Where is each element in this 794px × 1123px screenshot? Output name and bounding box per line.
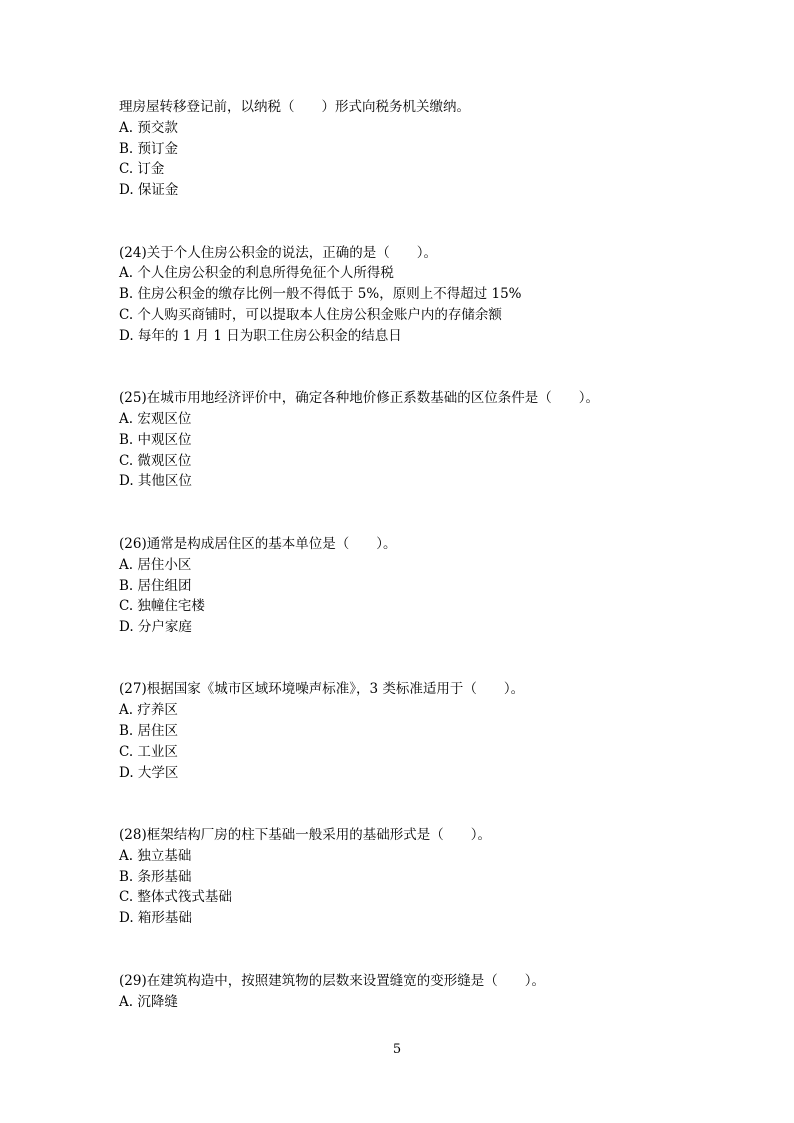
option-d: D. 每年的 1 月 1 日为职工住房公积金的结息日 xyxy=(119,328,402,344)
option-b: B. 住房公积金的缴存比例一般不得低于 5%，原则上不得超过 15% xyxy=(119,286,522,302)
option-b: B. 预订金 xyxy=(119,141,179,157)
question-stem: (25)在城市用地经济评价中，确定各种地价修正系数基础的区位条件是（ ）。 xyxy=(119,390,599,406)
option-b: B. 居住组团 xyxy=(119,578,192,594)
option-a: A. 沉降缝 xyxy=(119,994,178,1010)
option-c: C. 微观区位 xyxy=(119,453,192,469)
option-a: A. 预交款 xyxy=(119,120,178,136)
option-d: D. 分户家庭 xyxy=(119,619,192,635)
option-c: C. 订金 xyxy=(119,161,165,177)
question-stem: (28)框架结构厂房的柱下基础一般采用的基础形式是（ ）。 xyxy=(119,827,491,843)
option-a: A. 疗养区 xyxy=(119,702,178,718)
option-b: B. 中观区位 xyxy=(119,432,192,448)
question-stem: (27)根据国家《城市区域环境噪声标准》，3 类标准适用于（ ）。 xyxy=(119,681,525,697)
option-a: A. 居住小区 xyxy=(119,557,192,573)
page-number: 5 xyxy=(392,1042,402,1057)
question-stem: (26)通常是构成居住区的基本单位是（ ）。 xyxy=(119,536,397,552)
option-b: B. 条形基础 xyxy=(119,869,192,885)
option-a: A. 个人住房公积金的利息所得免征个人所得税 xyxy=(119,265,394,281)
question-stem: 理房屋转移登记前，以纳税（ ）形式向税务机关缴纳。 xyxy=(119,99,470,115)
option-c: C. 独幢住宅楼 xyxy=(119,598,205,614)
option-d: D. 其他区位 xyxy=(119,473,192,489)
question-stem: (29)在建筑构造中，按照建筑物的层数来设置缝宽的变形缝是（ ）。 xyxy=(119,973,545,989)
option-d: D. 大学区 xyxy=(119,765,179,781)
option-d: D. 保证金 xyxy=(119,182,179,198)
option-c: C. 工业区 xyxy=(119,744,178,760)
option-d: D. 箱形基础 xyxy=(119,910,192,926)
question-stem: (24)关于个人住房公积金的说法，正确的是（ ）。 xyxy=(119,245,437,261)
option-c: C. 个人购买商铺时，可以提取本人住房公积金账户内的存储余额 xyxy=(119,307,502,323)
option-c: C. 整体式筏式基础 xyxy=(119,889,232,905)
option-a: A. 宏观区位 xyxy=(119,411,192,427)
option-b: B. 居住区 xyxy=(119,723,179,739)
option-a: A. 独立基础 xyxy=(119,848,192,864)
